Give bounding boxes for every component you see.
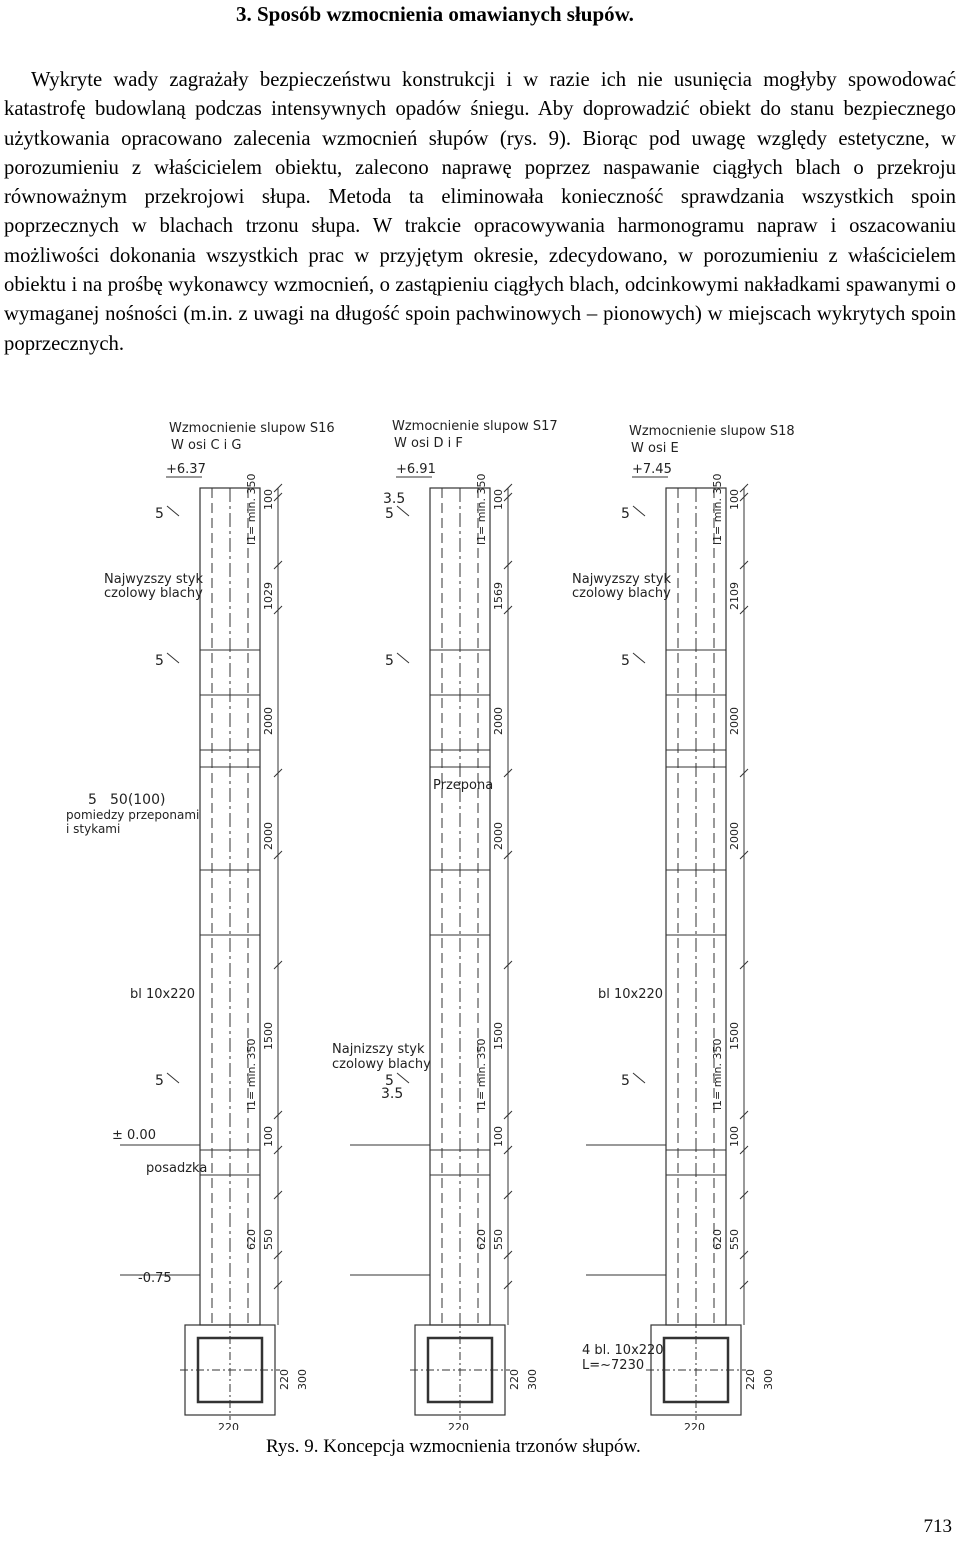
dim-mid-2000: 2000: [262, 822, 275, 850]
weld-symbol: 5: [621, 1073, 630, 1089]
dim-mid-2000: 2000: [728, 822, 741, 850]
page-number: 713: [923, 1516, 952, 1537]
top-joint-label-1a: Najwyzszy styk: [104, 572, 203, 587]
weld-leader: [167, 653, 179, 663]
top-joint-label-2a: czolowy blachy: [104, 586, 203, 601]
weld-symbol: 5: [385, 506, 394, 522]
weld-leader: [167, 1073, 179, 1083]
figure-shared-labels: [66, 491, 671, 1373]
top-level-mark: +6.91: [396, 462, 436, 477]
section-dim-right-inner: 220: [744, 1369, 757, 1390]
section-dim-right-outer: 300: [762, 1369, 775, 1390]
weld-symbol: 5: [621, 506, 630, 522]
top-joint-label-2c: czolowy blachy: [572, 586, 671, 601]
weld-symbol: 5: [385, 653, 394, 669]
between-label-1: pomiedzy przeponami: [66, 808, 200, 822]
weld-leader: [397, 653, 409, 663]
weld-leader: [397, 1073, 409, 1083]
weld-symbol: 5: [621, 653, 630, 669]
weld-leader: [633, 1073, 645, 1083]
dim-mid-2000: 2000: [492, 707, 505, 735]
column-axes: W osi D i F: [394, 436, 463, 451]
weld-symbol: 5: [155, 653, 164, 669]
top-level-mark: +6.37: [166, 462, 206, 477]
column-axes: W osi C i G: [171, 438, 242, 453]
section-dim-right-inner: 220: [508, 1369, 521, 1390]
dim-mid-2000: 2000: [262, 707, 275, 735]
column-title: Wzmocnienie slupow S17: [392, 419, 558, 434]
dim-base-550: 550: [728, 1229, 741, 1250]
plates-label-2: L=~7230: [582, 1358, 645, 1373]
dim-top-l1: l1= min. 350: [245, 473, 258, 545]
between-label-2: i stykami: [66, 822, 121, 836]
diaphragm-label: Przepona: [433, 778, 494, 793]
bottom-joint-label-1: Najnizszy styk: [332, 1042, 425, 1057]
top-joint-label-1c: Najwyzszy styk: [572, 572, 671, 587]
section-dim-bottom-inner: 220: [684, 1421, 705, 1430]
weld-35-label: 3.5: [383, 491, 406, 507]
dim-bottom-l1: l1= min. 350: [245, 1038, 258, 1110]
section-dim-right-outer: 300: [526, 1369, 539, 1390]
dim-bottom-100: 100: [262, 1126, 275, 1147]
weld-leader: [397, 506, 409, 516]
dim-top-100: 100: [492, 489, 505, 510]
body-paragraph: [4, 66, 956, 359]
dim-base-550: 550: [492, 1229, 505, 1250]
dim-top-100: 100: [262, 489, 275, 510]
weld-symbol: 5: [155, 506, 164, 522]
level-minus-label: -0.75: [138, 1271, 172, 1286]
dim-base-620: 620: [475, 1229, 488, 1250]
bottom-joint-label-2: czolowy blachy: [332, 1057, 431, 1072]
level-zero-label: ± 0.00: [112, 1128, 156, 1143]
section-dim-right-outer: 300: [296, 1369, 309, 1390]
plates-label-1: 4 bl. 10x220: [582, 1343, 664, 1358]
plate-label-right: bl 10x220: [598, 987, 664, 1002]
dim-bottom-1500: 1500: [728, 1022, 741, 1050]
dim-top-l1: l1= min. 350: [475, 473, 488, 545]
column-title: Wzmocnienie slupow S16: [169, 421, 335, 436]
weld-50-100-label: 50(100): [110, 792, 166, 808]
dim-base-550: 550: [262, 1229, 275, 1250]
weld-5-between: 5: [88, 792, 97, 808]
column-reinforcement-figure: [0, 405, 960, 1430]
weld-leader: [633, 653, 645, 663]
section-dim-bottom-inner: 220: [448, 1421, 469, 1430]
weld-symbol: 5: [155, 1073, 164, 1089]
dim-bottom-l1: l1= min. 350: [711, 1038, 724, 1110]
dim-top-length: 1029: [262, 582, 275, 610]
dim-mid-2000: 2000: [492, 822, 505, 850]
figure-caption: Rys. 9. Koncepcja wzmocnienia trzonów słupów.: [266, 1436, 641, 1457]
dim-bottom-100: 100: [492, 1126, 505, 1147]
dim-bottom-100: 100: [728, 1126, 741, 1147]
dim-top-l1: l1= min. 350: [711, 473, 724, 545]
section-dim-bottom-inner: 220: [218, 1421, 239, 1430]
weld-35-bottom-label: 3.5: [381, 1086, 404, 1102]
section-heading: 3. Sposób wzmocnienia omawianych słupów.: [236, 2, 634, 26]
weld-leader: [633, 506, 645, 516]
weld-leader: [167, 506, 179, 516]
dim-base-620: 620: [711, 1229, 724, 1250]
dim-top-100: 100: [728, 489, 741, 510]
top-level-mark: +7.45: [632, 462, 672, 477]
floor-label: posadzka: [146, 1161, 208, 1176]
dim-top-length: 2109: [728, 582, 741, 610]
dim-top-length: 1569: [492, 582, 505, 610]
weld-symbol: 5: [385, 1073, 394, 1089]
dim-bottom-l1: l1= min. 350: [475, 1038, 488, 1110]
dim-mid-2000: 2000: [728, 707, 741, 735]
dim-bottom-1500: 1500: [492, 1022, 505, 1050]
dim-base-620: 620: [245, 1229, 258, 1250]
dim-bottom-1500: 1500: [262, 1022, 275, 1050]
plate-label-left: bl 10x220: [130, 987, 196, 1002]
paragraph-text: Wykryte wady zagrażały bezpieczeństwu konstrukcji i w razie ich nie usunięcia mogłyby spowodować katastrofę budowlaną podczas intensywnych opadów śniegu. Aby doprowadzić obiekt do stanu bezpiecznego użytkowania opracowano zalecenia wzmocnień słupów (rys. 9). Biorąc pod uwagę względy estetyczne, w porozumieniu z właścicielem obiektu, zalecono naprawę poprzez naspawanie ciągłych blach o przekroju równoważnym przekrojowi słupa. Metoda ta eliminowała konieczność sprawdzania wszystkich spoin poprzecznych w blachach trzonu słupa. W trakcie opracowywania harmonogramu napraw i oszacowaniu możliwości dokonania wszystkich prac w przyjętym okresie, zdecydowano, w porozumieniu z właścicielem obiektu i na prośbę wykonawcy wzmocnień, o zastąpieniu ciągłych blach, odcinkowymi nakładkami spawanymi o wymaganej nośności (m.in. z uwagi na długość spoin pachwinowych – pionowych) w miejscach wykrytych spoin poprzecznych.: [4, 69, 956, 355]
column-title: Wzmocnienie slupow S18: [629, 424, 795, 439]
section-dim-right-inner: 220: [278, 1369, 291, 1390]
column-axes: W osi E: [631, 441, 679, 456]
